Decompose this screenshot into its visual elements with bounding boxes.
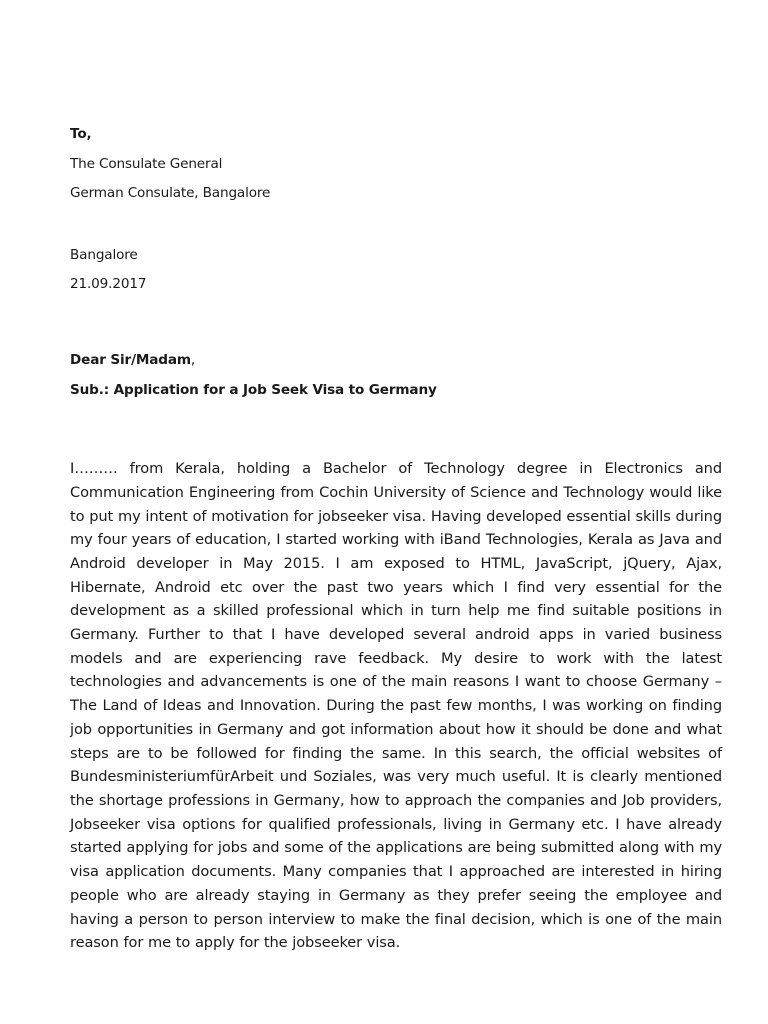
spacer-before-body: [70, 405, 722, 457]
origin-date: 21.09.2017: [70, 276, 147, 293]
salutation-comma: ,: [190, 351, 196, 368]
salutation-greeting: [70, 346, 722, 376]
salutation-block: [70, 346, 722, 405]
origin-city: Bangalore: [70, 246, 138, 263]
salutation-greeting-text: Dear Sir/Madam: [70, 351, 191, 368]
letter-body: [70, 0, 722, 955]
subject-line: Sub.: Application for a Job Seek Visa to Germany: [70, 381, 437, 398]
recipient-line-1: The Consulate General: [70, 155, 223, 172]
spacer-after-origin: [70, 300, 722, 346]
body-paragraph-1: I……… from Kerala, holding a Bachelor of Technology degree in Electronics and Communication Engineering from Cochin University of Science and Technology would like to put my intent of motivation for jobseeker visa. Having developed essential skills during my four years of education, I started working with iBand Technologies, Kerala as Java and Android developer in May 2015. I am exposed to HTML, JavaScript, jQuery, Ajax, Hibernate, Android etc over the past two years which I find very essential for the development as a skilled professional which in turn help me find suitable positions in Germany. Further to that I have developed several android apps in varied business models and are experiencing rave feedback. My desire to work with the latest technologies and advancements is one of the main reasons I want to choose Germany –The Land of Ideas and Innovation. During the past few months, I was working on finding job opportunities in Germany and got information about how it should be done and what steps are to be followed for finding the same. In this search, the official websites of BundesministeriumfürArbeit und Soziales, was very much useful. It is clearly mentioned the shortage professions in Germany, how to approach the companies and Job providers, Jobseeker visa options for qualified professionals, living in Germany etc. I have already started applying for jobs and some of the applications are being submitted along with my visa application documents. Many companies that I approached are interested in hiring people who are already staying in Germany as they prefer seeing the employee and having a person to person interview to make the final decision, which is one of the main reason for me to apply for the jobseeker visa.: [70, 460, 722, 952]
recipient-block: [70, 120, 722, 209]
recipient-line-2: German Consulate, Bangalore: [70, 185, 271, 202]
origin-block: [70, 241, 722, 300]
spacer-after-recipient: [70, 209, 722, 241]
recipient-to-label: To,: [70, 126, 92, 142]
